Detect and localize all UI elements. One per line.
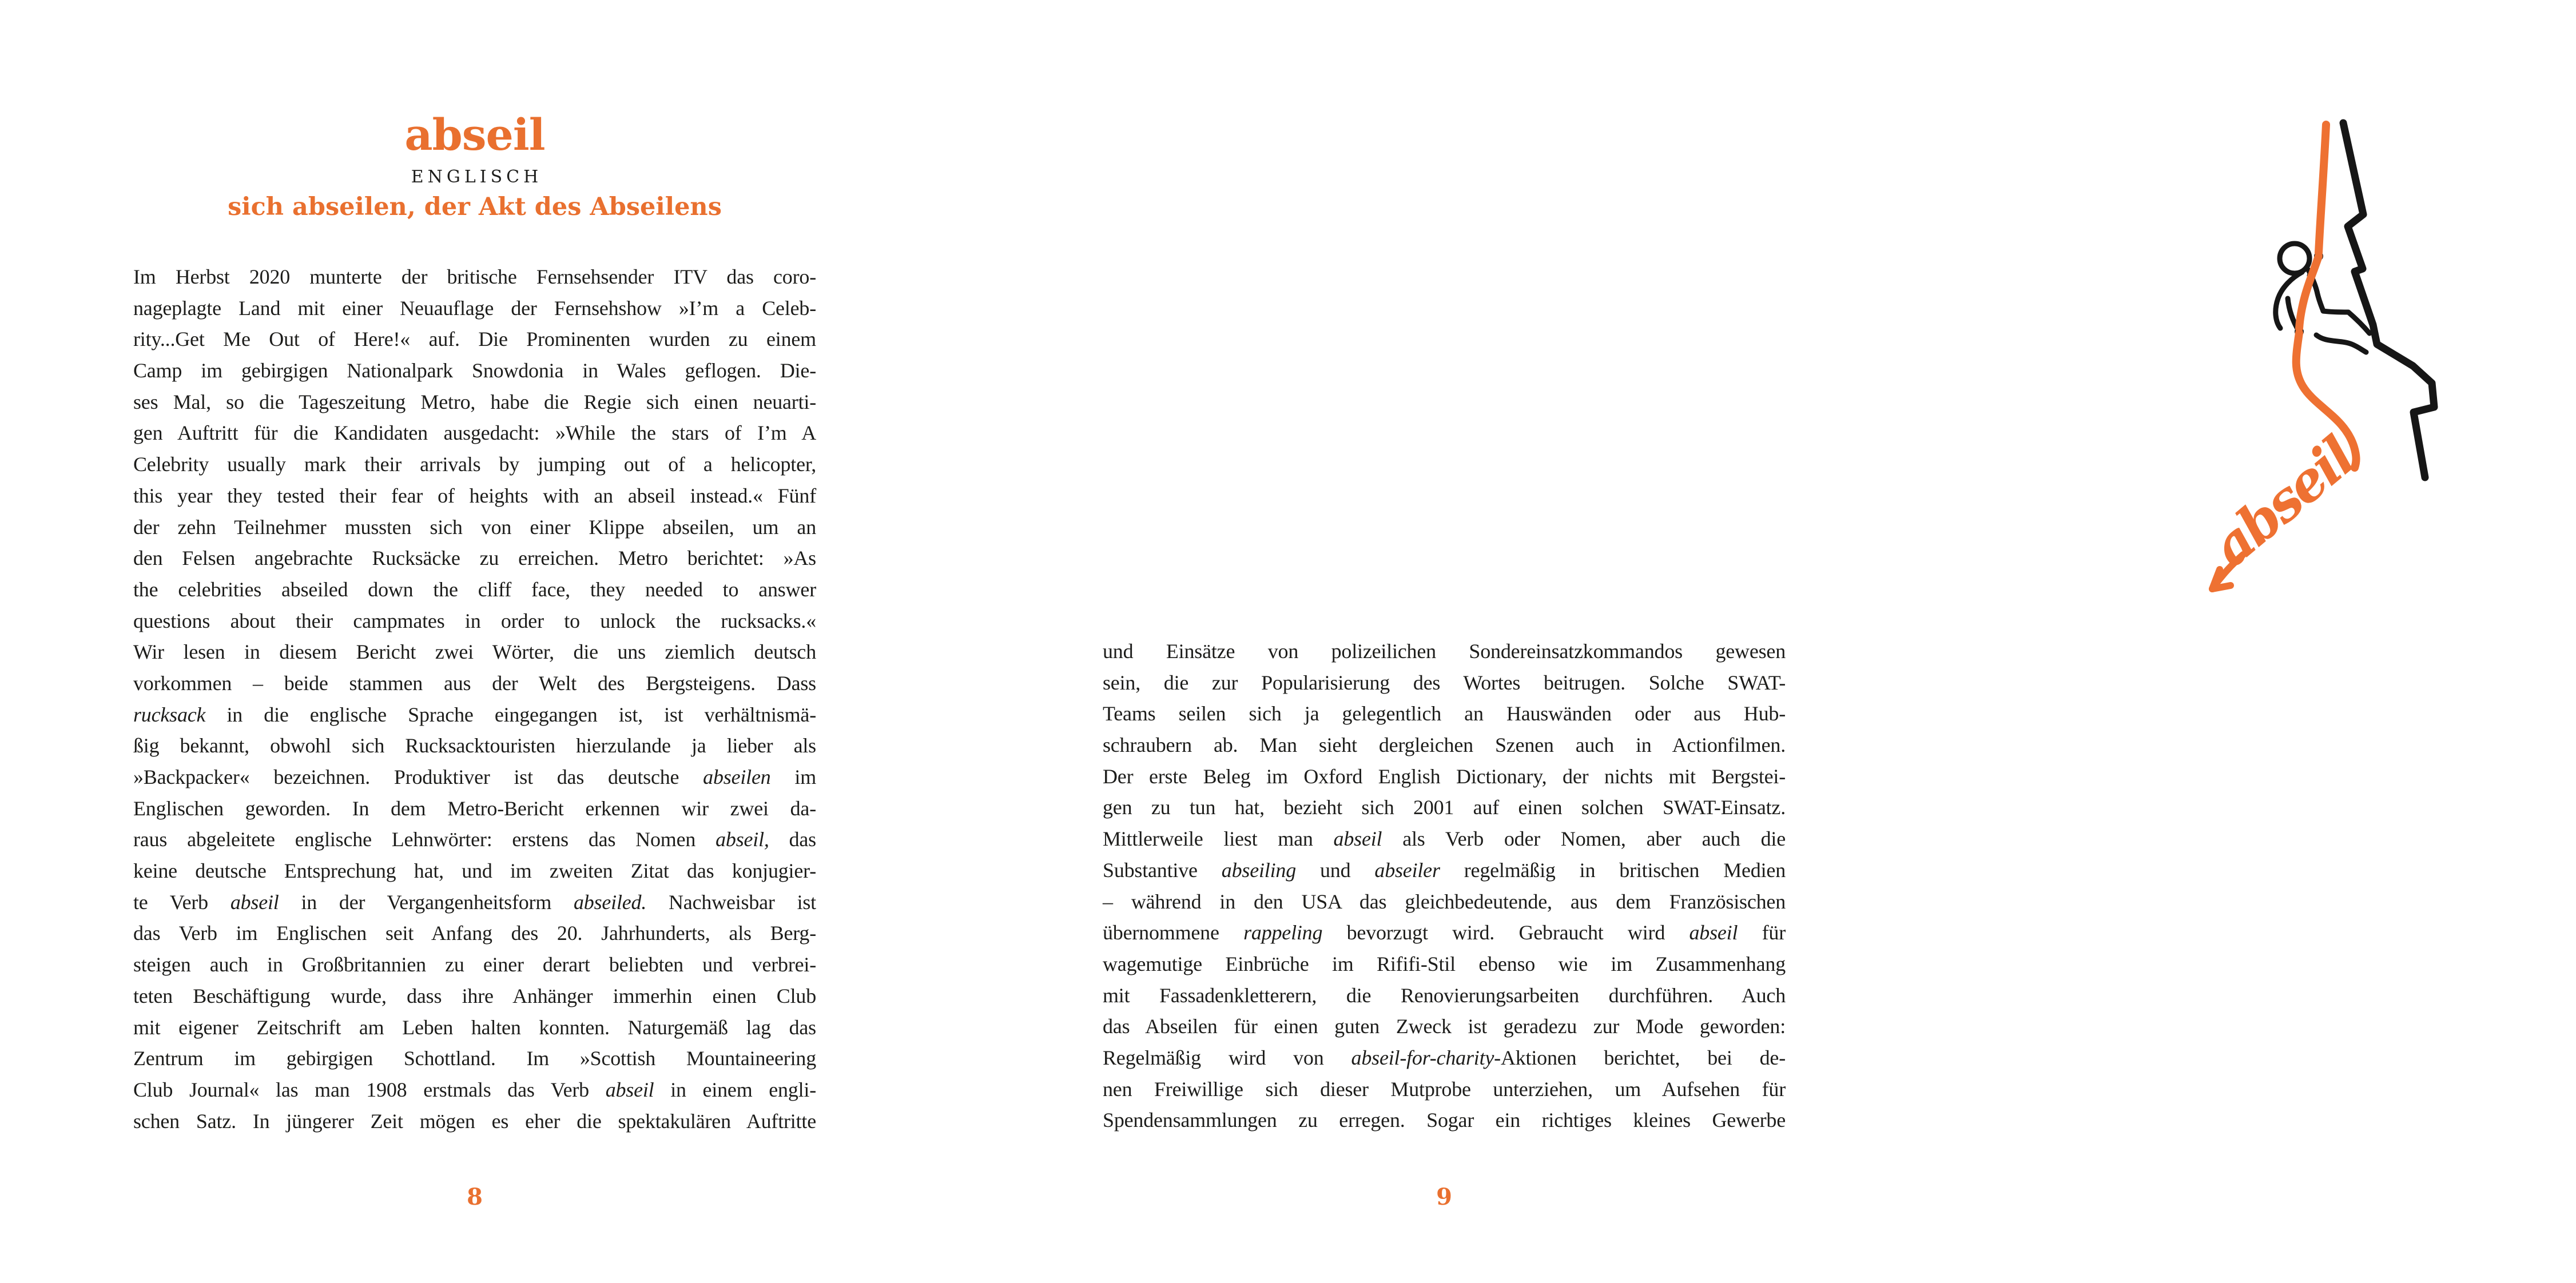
- text-line: »Backpacker« bezeichnen. Produktiver ist das deutsche abseilen im: [133, 766, 816, 788]
- left-page-number: 8: [467, 1184, 483, 1210]
- text-line: questions about their campmates in order to unlock the rucksacks.«: [133, 609, 816, 632]
- climber-head: [2280, 244, 2309, 273]
- abseil-climber-illustration: [2176, 97, 2576, 623]
- climber-figure: [2276, 244, 2370, 352]
- text-line: Spendensammlungen zu erregen. Sogar ein richtiges kleines Gewerbe: [1103, 1109, 1786, 1132]
- text-line: rity...Get Me Out of Here!« auf. Die Prominenten wurden zu einem: [133, 328, 816, 351]
- entry-word-heading: abseil: [404, 109, 545, 160]
- cliff-outline: [2343, 123, 2434, 477]
- climber-lower-leg: [2316, 335, 2366, 352]
- text-line: ßig bekannt, obwohl sich Rucksacktouristen hierzulande ja lieber als: [133, 734, 816, 758]
- text-line: das Abseilen für einen guten Zweck ist geradezu zur Mode geworden:: [1103, 1015, 1786, 1038]
- text-line: keine deutsche Entsprechung hat, und im zweiten Zitat das konjugier-: [133, 859, 816, 883]
- text-line: Teams seilen sich ja gelegentlich an Hauswänden oder aus Hub-: [1103, 702, 1786, 726]
- text-line: Der erste Beleg im Oxford English Dictionary, der nichts mit Bergstei-: [1103, 764, 1786, 788]
- text-line: den Felsen angebrachte Rucksäcke zu erreichen. Metro berichtet: »As: [133, 547, 816, 570]
- text-line: Camp im gebirgigen Nationalpark Snowdonia in Wales geflogen. Die-: [133, 359, 816, 382]
- text-line: wagemutige Einbrüche im Rififi-Stil ebenso wie im Zusammenhang: [1103, 952, 1786, 975]
- text-line: this year they tested their fear of heights with an abseil instead.« Fünf: [133, 484, 816, 507]
- right-body-text: [1103, 636, 1786, 1136]
- text-line: te Verb abseil in der Vergangenheitsform abseiled. Nachweisbar ist: [133, 890, 816, 914]
- rope-word: abseil: [2200, 425, 2366, 579]
- entry-translation-tagline: sich abseilen, der Akt des Abseilens: [228, 193, 722, 221]
- text-line: rucksack in die englische Sprache eingegangen ist, ist verhältnismä-: [133, 703, 816, 726]
- text-line: vorkommen – beide stammen aus der Welt des Bergsteigens. Dass: [133, 671, 816, 695]
- right-page-number: 9: [1436, 1184, 1452, 1210]
- text-line: Zentrum im gebirgigen Schottland. Im »Scottish Mountaineering: [133, 1047, 816, 1070]
- left-body-text: [133, 261, 816, 1137]
- text-line: ses Mal, so die Tageszeitung Metro, habe die Regie sich einen neuarti-: [133, 390, 816, 413]
- text-line: und Einsätze von polizeilichen Sondereinsatzkommandos gewesen: [1103, 640, 1786, 663]
- text-line: Regelmäßig wird von abseil-for-charity-Aktionen berichtet, bei de-: [1103, 1046, 1786, 1069]
- text-line: schraubern ab. Man sieht dergleichen Szenen auch in Actionfilmen.: [1103, 734, 1786, 757]
- text-line: mit eigener Zeitschrift am Leben halten konnten. Naturgemäß lag das: [133, 1015, 816, 1039]
- text-line: Celebrity usually mark their arrivals by jumping out of a helicopter,: [133, 453, 816, 476]
- text-line: Mittlerweile liest man abseil als Verb oder Nomen, aber auch die: [1103, 827, 1786, 851]
- text-line: – während in den USA das gleichbedeutende, aus dem Französischen: [1103, 890, 1786, 913]
- text-line: steigen auch in Großbritannien zu einer derart beliebten und verbrei-: [133, 953, 816, 977]
- text-line: mit Fassadenkletterern, die Renovierungsarbeiten durchführen. Auch: [1103, 983, 1786, 1007]
- text-line: übernommene rappeling bevorzugt wird. Gebraucht wird abseil für: [1103, 921, 1786, 945]
- rope-upper-segment: [2319, 125, 2326, 253]
- text-line: Englischen geworden. In dem Metro-Bericht erkennen wir zwei da-: [133, 796, 816, 820]
- text-line: raus abgeleitete englische Lehnwörter: erstens das Nomen abseil, das: [133, 828, 816, 851]
- text-line: der zehn Teilnehmer mussten sich von einer Klippe abseilen, um an: [133, 515, 816, 539]
- text-line: gen zu tun hat, bezieht sich 2001 auf einen solchen SWAT-Einsatz.: [1103, 796, 1786, 819]
- left-page: [0, 0, 945, 1283]
- text-line: das Verb im Englischen seit Anfang des 20. Jahrhunderts, als Berg-: [133, 922, 816, 945]
- rope-line: [2296, 125, 2356, 468]
- text-line: Im Herbst 2020 munterte der britische Fernsehsender ITV das coro-: [133, 265, 816, 288]
- text-line: schen Satz. In jüngerer Zeit mögen es eher die spektakulären Auftritte: [133, 1109, 816, 1133]
- text-line: Club Journal« las man 1908 erstmals das Verb abseil in einem engli-: [133, 1078, 817, 1101]
- text-line: nen Freiwillige sich dieser Mutprobe unterziehen, um Aufsehen für: [1103, 1077, 1786, 1101]
- text-line: the celebrities abseiled down the cliff face, they needed to answer: [133, 577, 816, 601]
- language-label: ENGLISCH: [411, 167, 543, 187]
- text-line: Substantive abseiling und abseiler regelmäßig in britischen Medien: [1103, 858, 1786, 882]
- text-line: gen Auftritt für die Kandidaten ausgedacht: »While the stars of I’m A: [133, 421, 816, 445]
- text-line: Wir lesen in diesem Bericht zwei Wörter, die uns ziemlich deutsch: [133, 640, 816, 664]
- right-page: [946, 0, 2366, 1283]
- text-line: nageplagte Land mit einer Neuauflage der Fernsehshow »I’m a Celeb-: [133, 296, 816, 320]
- text-line: teten Beschäftigung wurde, dass ihre Anhänger immerhin einen Club: [133, 984, 816, 1007]
- climber-upper-leg: [2323, 311, 2370, 333]
- text-line: sein, die zur Popularisierung des Wortes beitrugen. Solche SWAT-: [1103, 671, 1786, 694]
